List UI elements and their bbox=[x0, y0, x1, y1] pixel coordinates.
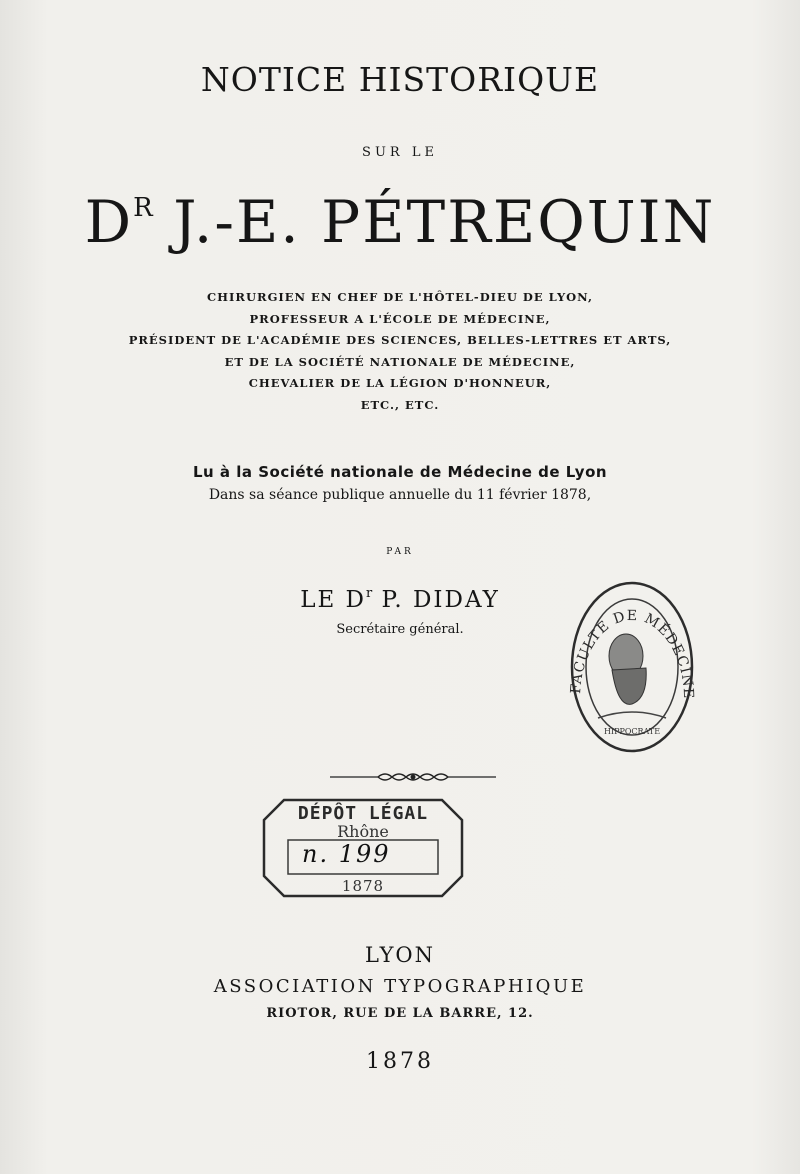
stamp-region: Rhône bbox=[337, 822, 389, 841]
title-line: ETC., ETC. bbox=[360, 397, 440, 412]
session-line: Dans sa séance publique annuelle du 11 février 1878, bbox=[208, 487, 592, 503]
ornament-divider bbox=[330, 769, 496, 785]
page-title: NOTICE HISTORIQUE bbox=[200, 60, 600, 99]
sur-le-text: SUR LE bbox=[362, 145, 438, 160]
subject-name-text: J.-E. PÉTREQUIN bbox=[173, 188, 716, 256]
faculty-seal bbox=[568, 578, 696, 756]
publisher-city: LYON bbox=[364, 943, 436, 967]
title-line: PRÉSIDENT DE L'ACADÉMIE DES SCIENCES, BELLES-LETTRES ET ARTS, bbox=[128, 333, 672, 347]
stamp-title: DÉPÔT LÉGAL bbox=[297, 803, 429, 824]
subject-prefix-sup: R bbox=[133, 193, 153, 223]
stamp-year: 1878 bbox=[341, 877, 385, 895]
title-line: ET DE LA SOCIÉTÉ NATIONALE DE MÉDECINE, bbox=[224, 354, 576, 369]
stamp-number: n. 199 bbox=[302, 840, 391, 868]
title-line: PROFESSEUR A L'ÉCOLE DE MÉDECINE, bbox=[249, 311, 551, 326]
author-prefix: LE D bbox=[300, 587, 367, 613]
par-text: PAR bbox=[386, 547, 414, 557]
subject-titles bbox=[0, 287, 800, 416]
title-line: CHEVALIER DE LA LÉGION D'HONNEUR, bbox=[248, 376, 552, 390]
author-role: Secrétaire général. bbox=[336, 622, 464, 637]
publication-year: 1878 bbox=[366, 1049, 434, 1074]
title-line: CHIRURGIEN EN CHEF DE L'HÔTEL-DIEU DE LYON, bbox=[207, 290, 593, 304]
svg-text:FACULTÉ DE MÉDECINE DE PARIS: FACULTÉ DE MÉDECINE bbox=[568, 607, 696, 700]
publisher-address: RIOTOR, RUE DE LA BARRE, 12. bbox=[266, 1006, 534, 1021]
subject-name bbox=[0, 188, 800, 256]
publisher-name: ASSOCIATION TYPOGRAPHIQUE bbox=[213, 976, 587, 997]
depot-legal-stamp bbox=[262, 798, 464, 898]
author-name-text: P. DIDAY bbox=[381, 587, 500, 613]
author-prefix-sup: r bbox=[366, 586, 373, 601]
svg-text:HIPPOCRATE: HIPPOCRATE bbox=[603, 727, 661, 736]
read-at-line: Lu à la Société nationale de Médecine de Lyon bbox=[192, 463, 608, 481]
subject-prefix: D bbox=[84, 188, 134, 256]
